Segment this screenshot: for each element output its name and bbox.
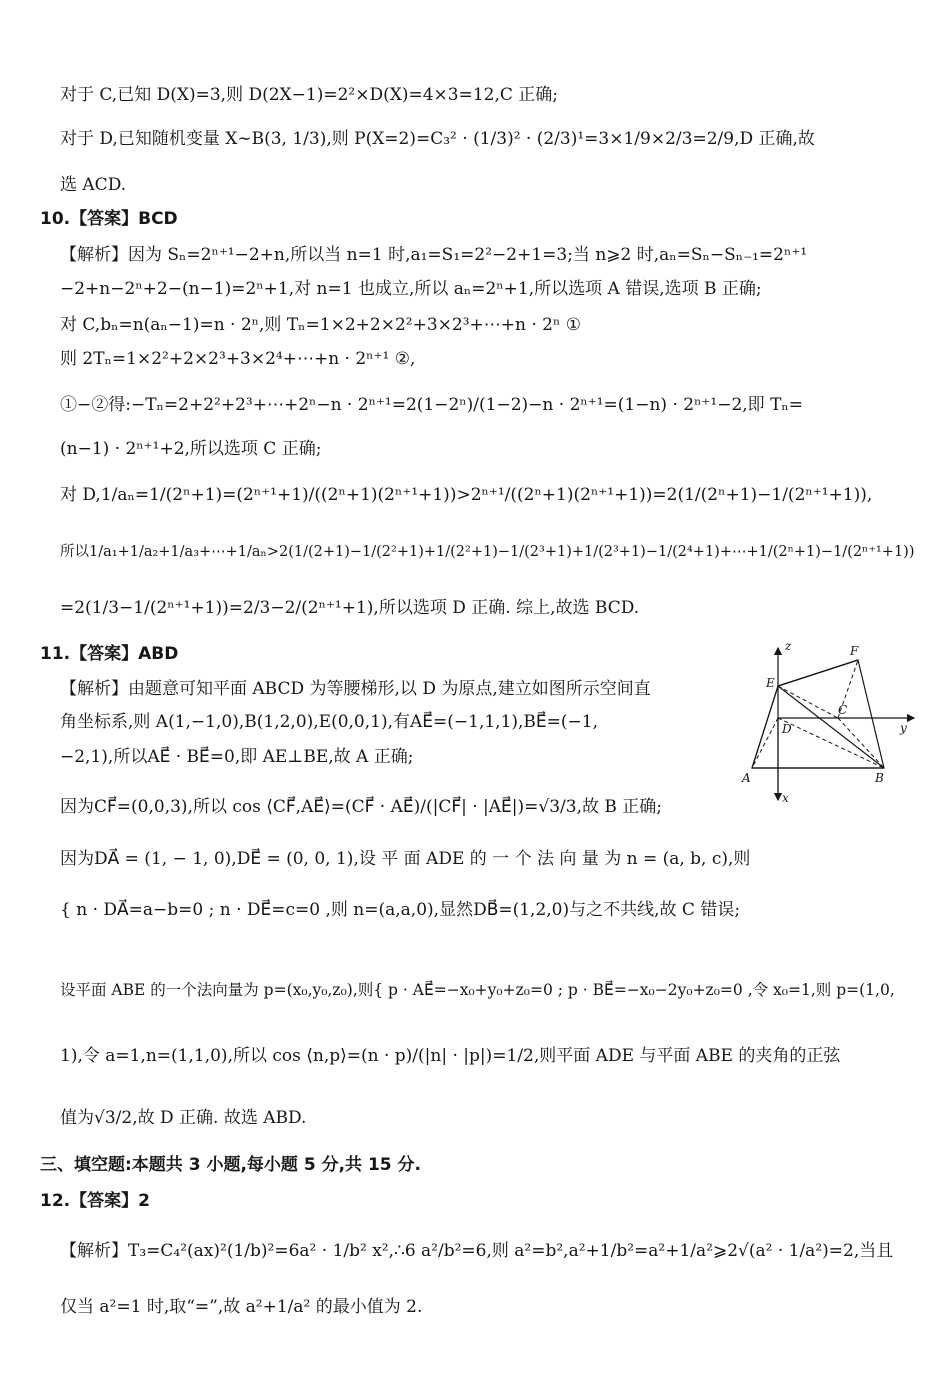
text-line: 则 2Tₙ=1×2²+2×2³+3×2⁴+⋯+n · 2ⁿ⁺¹ ②,	[60, 349, 416, 369]
label-y: y	[900, 721, 907, 735]
answer-heading: 11.【答案】ABD	[40, 644, 179, 664]
text-line: 对于 D,已知随机变量 X∼B(3, 1/3),则 P(X=2)=C₃² · (1/3)² · (2/3)¹=3×1/9×2/3=2/9,D 正确,故	[60, 129, 815, 149]
text-line: 选 ACD.	[60, 175, 127, 195]
text-line: 对 D,1/aₙ=1/(2ⁿ+1)=(2ⁿ⁺¹+1)/((2ⁿ+1)(2ⁿ⁺¹+1))>2ⁿ⁺¹/((2ⁿ+1)(2ⁿ⁺¹+1))=2(1/(2ⁿ+1)−1/(2ⁿ⁺¹+1)),	[60, 485, 873, 505]
edge-ec	[778, 686, 838, 718]
text-line: 因为DA⃗ = (1, − 1, 0),DE⃗ = (0, 0, 1),设 平 面 ADE 的 一 个 法 向 量 为 n = (a, b, c),则	[60, 849, 751, 869]
text-line: ①−②得:−Tₙ=2+2²+2³+⋯+2ⁿ−n · 2ⁿ⁺¹=2(1−2ⁿ)/(1−2)−n · 2ⁿ⁺¹=(1−n) · 2ⁿ⁺¹−2,即 Tₙ=	[60, 395, 804, 415]
coordinate-figure	[738, 640, 920, 808]
edge-eb	[778, 686, 884, 768]
label-e: E	[766, 676, 775, 690]
edge-db	[778, 718, 884, 768]
text-line: 角坐标系,则 A(1,−1,0),B(1,2,0),E(0,0,1),有AE⃗=(−1,1,1),BE⃗=(−1,	[60, 712, 599, 732]
label-z: z	[785, 640, 792, 653]
label-f: F	[850, 644, 859, 658]
text-line: −2+n−2ⁿ+2−(n−1)=2ⁿ+1,对 n=1 也成立,所以 aₙ=2ⁿ+1,所以选项 A 错误,选项 B 正确;	[60, 279, 762, 299]
text-line: (n−1) · 2ⁿ⁺¹+2,所以选项 C 正确;	[60, 439, 322, 459]
text-line: 因为CF⃗=(0,0,3),所以 cos ⟨CF⃗,AE⃗⟩=(CF⃗ · AE⃗)/(|CF⃗| · |AE⃗|)=√3/3,故 B 正确;	[60, 797, 663, 817]
text-line: 【解析】由题意可知平面 ABCD 为等腰梯形,以 D 为原点,建立如图所示空间直	[60, 679, 651, 699]
text-line: 值为√3/2,故 D 正确. 故选 ABD.	[60, 1108, 307, 1128]
answer-heading: 10.【答案】BCD	[40, 209, 178, 229]
text-line: =2(1/3−1/(2ⁿ⁺¹+1))=2/3−2/(2ⁿ⁺¹+1),所以选项 D 正确. 综上,故选 BCD.	[60, 598, 640, 618]
text-line: 设平面 ABE 的一个法向量为 p=(x₀,y₀,z₀),则{ p · AE⃗=−x₀+y₀+z₀=0 ; p · BE⃗=−x₀−2y₀+z₀=0 ,令 x₀=1,则 p=(1,0,	[60, 981, 895, 999]
section-heading: 三、填空题:本题共 3 小题,每小题 5 分,共 15 分.	[40, 1155, 421, 1175]
label-b: B	[875, 771, 884, 785]
label-x: x	[782, 791, 789, 805]
answer-heading: 12.【答案】2	[40, 1191, 150, 1211]
text-line: 仅当 a²=1 时,取“=”,故 a²+1/a² 的最小值为 2.	[60, 1297, 423, 1317]
text-line: 【解析】因为 Sₙ=2ⁿ⁺¹−2+n,所以当 n=1 时,a₁=S₁=2²−2+1=3;当 n⩾2 时,aₙ=Sₙ−Sₙ₋₁=2ⁿ⁺¹	[60, 245, 808, 265]
label-c: C	[838, 703, 848, 717]
text-line: 【解析】T₃=C₄²(ax)²(1/b)²=6a² · 1/b² x²,∴6 a²/b²=6,则 a²=b²,a²+1/b²=a²+1/a²⩾2√(a² · 1/a²)=2,当且	[60, 1241, 894, 1261]
text-line: −2,1),所以AE⃗ · BE⃗=0,即 AE⊥BE,故 A 正确;	[60, 747, 414, 767]
text-line: 对 C,bₙ=n(aₙ−1)=n · 2ⁿ,则 Tₙ=1×2+2×2²+3×2³+⋯+n · 2ⁿ ①	[60, 315, 581, 335]
text-line: 所以1/a₁+1/a₂+1/a₃+⋯+1/aₙ>2(1/(2+1)−1/(2²+1)+1/(2²+1)−1/(2³+1)+1/(2³+1)−1/(2⁴+1)+⋯+1/(2ⁿ+1)−1/(2ⁿ⁺¹+1))	[60, 544, 915, 560]
label-a: A	[742, 771, 751, 785]
label-d: D	[782, 722, 792, 736]
edge-cb	[838, 718, 884, 768]
text-line: 对于 C,已知 D(X)=3,则 D(2X−1)=2²×D(X)=4×3=12,C 正确;	[60, 85, 559, 105]
text-line: 1),令 a=1,n=(1,1,0),所以 cos ⟨n,p⟩=(n · p)/(|n| · |p|)=1/2,则平面 ADE 与平面 ABE 的夹角的正弦	[60, 1046, 841, 1066]
edge-ae	[752, 686, 778, 768]
figure-svg	[738, 640, 920, 808]
edge-ef	[778, 660, 858, 686]
text-line: { n · DA⃗=a−b=0 ; n · DE⃗=c=0 ,则 n=(a,a,0),显然DB⃗=(1,2,0)与之不共线,故 C 错误;	[60, 900, 741, 920]
